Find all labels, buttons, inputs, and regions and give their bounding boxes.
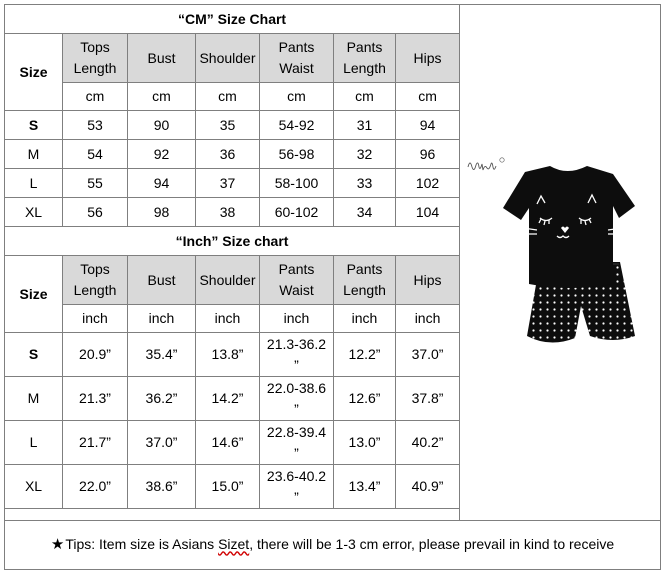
value-cell: 13.0” bbox=[334, 421, 396, 465]
unit-cell: cm bbox=[396, 83, 460, 111]
value-cell: 94 bbox=[396, 111, 460, 140]
value-cell: 34 bbox=[334, 198, 396, 227]
table-row bbox=[5, 333, 460, 377]
value-cell: 94 bbox=[128, 169, 196, 198]
unit-cell: cm bbox=[63, 83, 128, 111]
value-cell: 104 bbox=[396, 198, 460, 227]
value-cell: 36.2” bbox=[128, 377, 196, 421]
column-header: Hips bbox=[396, 256, 460, 305]
column-header: Pants Waist bbox=[260, 256, 334, 305]
unit-cell: inch bbox=[63, 305, 128, 333]
table-row bbox=[5, 421, 460, 465]
value-cell: 37.0” bbox=[128, 421, 196, 465]
table-row bbox=[5, 111, 460, 140]
value-cell: 54 bbox=[63, 140, 128, 169]
unit-cell: cm bbox=[260, 83, 334, 111]
unit-cell: inch bbox=[128, 305, 196, 333]
column-header: Hips bbox=[396, 34, 460, 83]
size-cell: S bbox=[5, 111, 63, 140]
column-header: Tops Length bbox=[63, 256, 128, 305]
table-row bbox=[5, 169, 460, 198]
value-cell: 15.0” bbox=[196, 465, 260, 509]
column-header: Pants Length bbox=[334, 256, 396, 305]
unit-cell: inch bbox=[196, 305, 260, 333]
value-cell: 98 bbox=[128, 198, 196, 227]
value-cell: 31 bbox=[334, 111, 396, 140]
table-row bbox=[5, 465, 460, 509]
size-cell: L bbox=[5, 421, 63, 465]
cm-size-table bbox=[4, 4, 460, 227]
unit-cell: cm bbox=[196, 83, 260, 111]
value-cell: 13.4” bbox=[334, 465, 396, 509]
value-cell: 37.8” bbox=[396, 377, 460, 421]
unit-cell: cm bbox=[128, 83, 196, 111]
value-cell: 14.2” bbox=[196, 377, 260, 421]
spellcheck-word: Sizet bbox=[218, 535, 250, 552]
size-cell: M bbox=[5, 377, 63, 421]
value-cell: 35 bbox=[196, 111, 260, 140]
column-header: Pants Waist bbox=[260, 34, 334, 83]
size-column-label: Size bbox=[5, 256, 63, 333]
column-header: Shoulder bbox=[196, 34, 260, 83]
unit-cell: cm bbox=[334, 83, 396, 111]
value-cell: 53 bbox=[63, 111, 128, 140]
value-cell: 58-100 bbox=[260, 169, 334, 198]
unit-cell: inch bbox=[334, 305, 396, 333]
value-cell: 92 bbox=[128, 140, 196, 169]
value-cell: 38.6” bbox=[128, 465, 196, 509]
value-cell: 102 bbox=[396, 169, 460, 198]
column-header: Tops Length bbox=[63, 34, 128, 83]
value-cell: 22.0” bbox=[63, 465, 128, 509]
tips-bar bbox=[4, 520, 661, 566]
size-cell: M bbox=[5, 140, 63, 169]
value-cell: 55 bbox=[63, 169, 128, 198]
unit-cell: inch bbox=[260, 305, 334, 333]
star-icon: ★ bbox=[50, 535, 65, 553]
value-cell: 37.0” bbox=[396, 333, 460, 377]
outfit-image bbox=[495, 166, 642, 356]
value-cell: 21.7” bbox=[63, 421, 128, 465]
value-cell: 56-98 bbox=[260, 140, 334, 169]
value-cell: 40.9” bbox=[396, 465, 460, 509]
value-cell: 23.6-40.2 ” bbox=[260, 465, 334, 509]
size-cell: L bbox=[5, 169, 63, 198]
value-cell: 60-102 bbox=[260, 198, 334, 227]
value-cell: 22.0-38.6 ” bbox=[260, 377, 334, 421]
table-row bbox=[5, 140, 460, 169]
inch-size-table bbox=[4, 227, 460, 509]
size-column-label: Size bbox=[5, 34, 63, 111]
unit-cell: inch bbox=[396, 305, 460, 333]
size-cell: XL bbox=[5, 198, 63, 227]
value-cell: 35.4” bbox=[128, 333, 196, 377]
column-header: Bust bbox=[128, 34, 196, 83]
value-cell: 21.3” bbox=[63, 377, 128, 421]
value-cell: 22.8-39.4 ” bbox=[260, 421, 334, 465]
value-cell: 33 bbox=[334, 169, 396, 198]
value-cell: 54-92 bbox=[260, 111, 334, 140]
value-cell: 13.8” bbox=[196, 333, 260, 377]
column-header: Pants Length bbox=[334, 34, 396, 83]
size-cell: XL bbox=[5, 465, 63, 509]
cm-chart-title: “CM” Size Chart bbox=[5, 5, 460, 34]
inch-chart-title: “Inch” Size chart bbox=[5, 227, 460, 256]
value-cell: 96 bbox=[396, 140, 460, 169]
value-cell: 36 bbox=[196, 140, 260, 169]
value-cell: 20.9” bbox=[63, 333, 128, 377]
table-row bbox=[5, 198, 460, 227]
value-cell: 14.6” bbox=[196, 421, 260, 465]
value-cell: 37 bbox=[196, 169, 260, 198]
value-cell: 56 bbox=[63, 198, 128, 227]
table-row bbox=[5, 377, 460, 421]
value-cell: 90 bbox=[128, 111, 196, 140]
value-cell: 40.2” bbox=[396, 421, 460, 465]
column-header: Shoulder bbox=[196, 256, 260, 305]
size-tables bbox=[4, 4, 459, 509]
value-cell: 21.3-36.2 ” bbox=[260, 333, 334, 377]
tips-text: Tips: Item size is Asians Sizet, there will be 1-3 cm error, please prevail in kind to receive bbox=[65, 535, 615, 552]
value-cell: 32 bbox=[334, 140, 396, 169]
value-cell: 12.2” bbox=[334, 333, 396, 377]
value-cell: 38 bbox=[196, 198, 260, 227]
value-cell: 12.6” bbox=[334, 377, 396, 421]
size-cell: S bbox=[5, 333, 63, 377]
column-header: Bust bbox=[128, 256, 196, 305]
